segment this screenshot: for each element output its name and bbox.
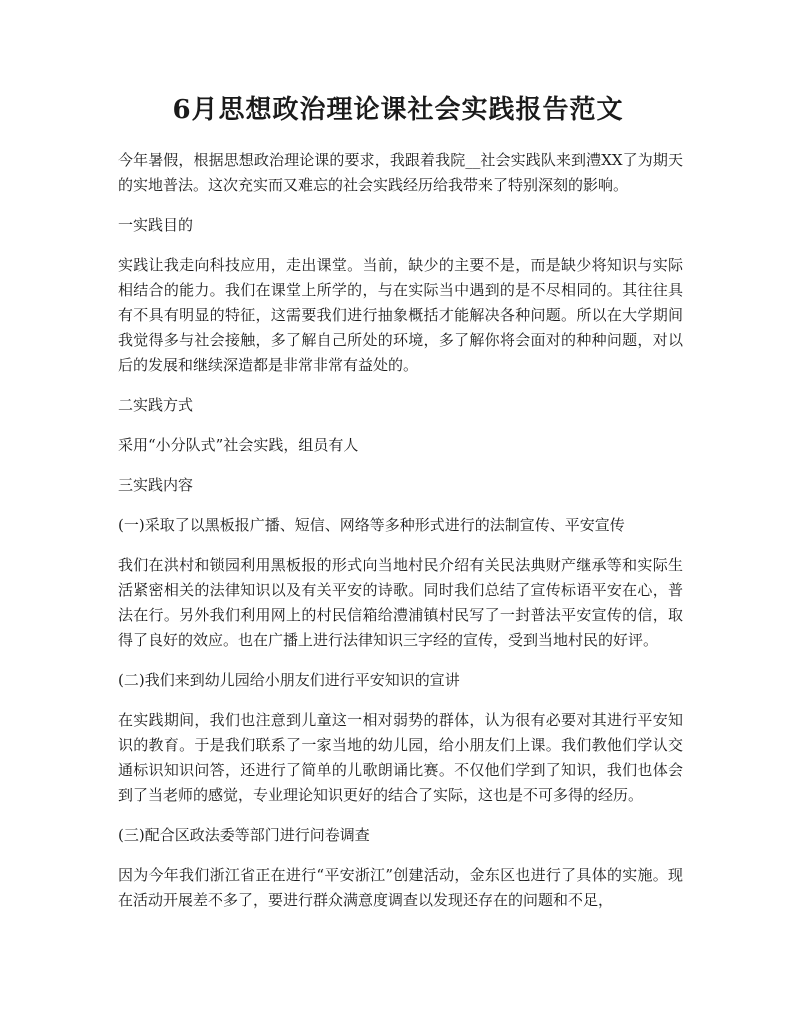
subsection-paragraph-2: 在实践期间，我们也注意到儿童这一相对弱势的群体，认为很有必要对其进行平安知识的教育。于是我们联系了一家当地的幼儿园，给小朋友们上课。我们教他们学认交通标识知识问答，还进行了简单的儿歌朗诵比赛。不仅他们学到了知识，我们也体会到了当老师的感觉，专业理论知识更好的结合了实际，这也是不可多得的经历。 — [118, 711, 683, 804]
subsection-heading-3: (三)配合区政法委等部门进行问卷调查 — [118, 826, 370, 844]
subsection-heading-2: (二)我们来到幼儿园给小朋友们进行平安知识的宣讲 — [118, 671, 460, 689]
purpose-paragraph: 实践让我走向科技应用，走出课堂。当前，缺少的主要不是，而是缺少将知识与实际相结合的能力。我们在课堂上所学的，与在实际当中遇到的是不尽相同的。其往往具有不具有明显的特征，这需要我们进行抽象概括才能解决各种问题。所以在大学期间我觉得多与社会接触，多了解自己所处的环境，多了解你将会面对的种种问题，对以后的发展和继续深造都是非常非常有益处的。 — [118, 256, 683, 374]
subsection-heading-1: (一)采取了以黑板报广播、短信、网络等多种形式进行的法制宣传、平安宣传 — [118, 516, 625, 534]
document-title: 6月思想政治理论课社会实践报告范文 — [172, 95, 624, 125]
document-body — [118, 148, 683, 928]
subsection-paragraph-3: 因为今年我们浙江省正在进行“平安浙江”创建活动，金东区也进行了具体的实施。现在活动开展差不多了，要进行群众满意度调查以发现还存在的问题和不足， — [118, 866, 683, 909]
section-heading-method: 二实践方式 — [118, 396, 194, 414]
method-paragraph: 采用“小分队式”社会实践，组员有人 — [118, 436, 359, 454]
subsection-paragraph-1: 我们在洪村和锁园利用黑板报的形式向当地村民介绍有关民法典财产继承等和实际生活紧密相关的法律知识以及有关平安的诗歌。同时我们总结了宣传标语平安在心，普法在行。另外我们利用网上的村民信箱给澧浦镇村民写了一封普法平安宣传的信，取得了良好的效应。也在广播上进行法律知识三字经的宣传，受到当地村民的好评。 — [118, 556, 683, 649]
section-heading-purpose: 一实践目的 — [118, 216, 194, 234]
section-heading-content: 三实践内容 — [118, 476, 194, 494]
intro-paragraph: 今年暑假，根据思想政治理论课的要求，我跟着我院__社会实践队来到澧XX了为期天的实地普法。这次充实而又难忘的社会实践经历给我带来了特别深刻的影响。 — [118, 151, 683, 194]
